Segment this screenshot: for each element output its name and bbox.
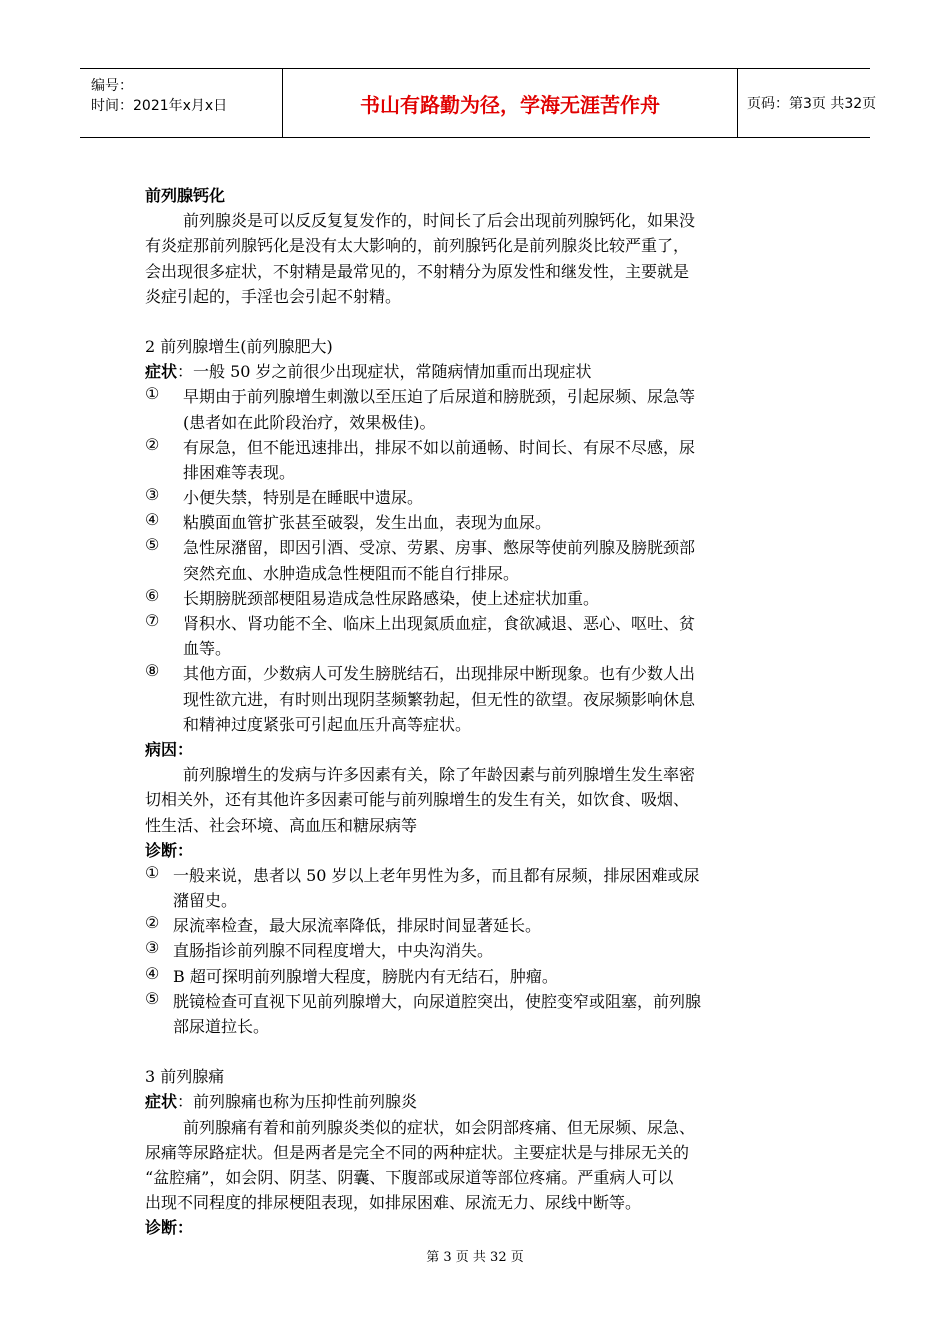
symptom-label: 症状 (145, 1092, 178, 1112)
list-item (145, 964, 815, 989)
list-item-text (183, 510, 815, 535)
paragraph-line: 前列腺增生的发病与许多因素有关，除了年龄因素与前列腺增生发生率密 (183, 765, 696, 785)
list-item-number: ⑦ (145, 611, 160, 630)
list-item-line: 急性尿潴留，即因引酒、受凉、劳累、房事、憋尿等使前列腺及膀胱颈部 (183, 538, 696, 558)
list-item-line: 部尿道拉长。 (173, 1017, 270, 1036)
list-item (145, 485, 815, 510)
paragraph-line: 前列腺痛有着和前列腺炎类似的症状，如会阴部疼痛、但无尿频、尿急、 (183, 1117, 696, 1137)
list-item-number: ④ (145, 510, 160, 530)
list-item-number: ④ (145, 963, 160, 983)
list-item-line: 一般来说，患者以 50 岁以上老年男性为多，而且都有尿频，排尿困难或尿 (173, 865, 700, 885)
list-item (145, 435, 815, 485)
list-item-number: ⑧ (145, 661, 160, 681)
list-item-text (183, 661, 815, 737)
paragraph-line: 尿痛等尿路症状。但是两者是完全不同的两种症状。主要症状是与排尿无关的 (145, 1142, 690, 1162)
list-item (145, 863, 815, 913)
list-item-line: 突然充血、水肿造成急性梗阻而不能自行排尿。 (183, 563, 520, 583)
symptom-label: 症状 (145, 362, 178, 382)
list-item (145, 586, 815, 611)
paragraph-line: 前列腺炎是可以反反复复发作的，时间长了后会出现前列腺钙化，如果没 (183, 211, 696, 231)
list-item-text (183, 485, 815, 510)
paragraph-cause (145, 762, 815, 838)
header-meta (80, 69, 283, 137)
list-item-line: B 超可探明前列腺增大程度，膀胱内有无结石，肿瘤。 (173, 966, 558, 986)
paragraph-line: 切相关外，还有其他许多因素可能与前列腺增生的发生有关，如饮食、吸烟、 (145, 790, 690, 810)
page-footer: 第 3 页 共 32 页 (426, 1250, 524, 1265)
list-item-line: 胱镜检查可直视下见前列腺增大，向尿道腔突出，使腔变窄或阻塞，前列腺 (173, 991, 702, 1011)
list-item-line: 和精神过度紧张可引起血压升高等症状。 (183, 714, 472, 734)
diagnosis-list (145, 863, 815, 1039)
list-item-number: ⑥ (145, 585, 160, 605)
diagnosis-label-3: 诊断： (145, 1218, 194, 1238)
list-item-line: (患者如在此阶段治疗，效果极佳)。 (183, 412, 436, 432)
symptom-list (145, 384, 815, 737)
list-item-line: 直肠指诊前列腺不同程度增大，中央沟消失。 (173, 941, 494, 961)
paragraph-line: 有炎症那前列腺钙化是没有太大影响的，前列腺钙化是前列腺炎比较严重了， (145, 236, 690, 256)
symptom-text: ：一般 50 岁之前很少出现症状，常随病情加重而出现症状 (177, 362, 592, 382)
list-item-number: ③ (145, 485, 160, 505)
list-item-line: 潴留史。 (173, 891, 238, 911)
list-item (145, 384, 815, 434)
cause-label: 病因： (145, 739, 194, 759)
section-title-calc: 前列腺钙化 (145, 186, 226, 205)
list-item-text (173, 913, 541, 938)
diagnosis-label: 诊断： (145, 840, 194, 860)
symptom-line-3 (145, 1089, 815, 1114)
list-item (145, 989, 815, 1039)
list-item-line: 排困难等表现。 (183, 462, 296, 482)
list-item-text (183, 384, 815, 434)
list-item-line: 小便失禁，特别是在睡眠中遗尿。 (183, 488, 424, 508)
list-item-number: ② (145, 434, 160, 454)
document-body (145, 183, 815, 1241)
list-item-line: 现性欲亢进，有时则出现阴茎频繁勃起，但无性的欲望。夜尿频影响休息 (183, 689, 696, 709)
header-page-info: 页码：第3页 共32页 (747, 96, 877, 112)
paragraph-line: 性生活、社会环境、高血压和糖尿病等 (145, 815, 418, 835)
list-item-text (183, 535, 815, 585)
paragraph-calc (145, 208, 815, 309)
list-item-line: 其他方面，少数病人可发生膀胱结石，出现排尿中断现象。也有少数人出 (183, 664, 696, 684)
symptom-text: ：前列腺痛也称为压抑性前列腺炎 (177, 1092, 418, 1112)
paragraph-line: 会出现很多症状，不射精是最常见的，不射精分为原发性和继发性，主要就是 (145, 261, 690, 281)
time-label: 时间：2021年x月x日 (91, 98, 228, 114)
list-item-number: ① (145, 384, 160, 404)
list-item-number: ① (145, 862, 160, 882)
list-item-number: ③ (145, 938, 160, 958)
list-item (145, 611, 815, 661)
number-label: 编号： (91, 78, 133, 94)
list-item-line: 粘膜面血管扩张甚至破裂，发生出血，表现为血尿。 (183, 513, 552, 533)
paragraph-line: 炎症引起的，手淫也会引起不射精。 (145, 286, 402, 306)
list-item-line: 尿流率检查，最大尿流率降低，排尿时间显著延长。 (173, 916, 542, 936)
paragraph-line: 出现不同程度的排尿梗阻表现，如排尿困难、尿流无力、尿线中断等。 (145, 1193, 642, 1213)
list-item (145, 913, 815, 938)
list-item (145, 510, 815, 535)
list-item-text (183, 611, 815, 661)
page-header (80, 68, 877, 138)
list-item-text (183, 586, 815, 611)
list-item (145, 661, 815, 737)
list-item-text (173, 989, 701, 1039)
paragraph-line: “盆腔痛”，如会阴、阴茎、阴囊、下腹部或尿道等部位疼痛。严重病人可以 (145, 1167, 674, 1187)
section-title-3: 3 前列腺痛 (145, 1067, 225, 1087)
list-item-line: 早期由于前列腺增生刺激以至压迫了后尿道和膀胱颈，引起尿频、尿急等 (183, 387, 696, 407)
list-item-text (173, 863, 700, 913)
section-title-2: 2 前列腺增生(前列腺肥大) (145, 336, 333, 356)
list-item-line: 血等。 (183, 639, 232, 659)
header-motto: 书山有路勤为径，学海无涯苦作舟 (283, 69, 738, 137)
list-item-text (173, 938, 493, 963)
list-item-number: ② (145, 913, 160, 933)
list-item-text (183, 435, 815, 485)
list-item-line: 肾积水、肾功能不全、临床上出现氮质血症，食欲减退、恶心、呕吐、贫 (183, 614, 696, 633)
list-item-line: 长期膀胱颈部梗阻易造成急性尿路感染，使上述症状加重。 (183, 588, 600, 608)
list-item (145, 535, 815, 585)
paragraph-3 (145, 1115, 815, 1216)
list-item (145, 938, 815, 963)
list-item-text (173, 964, 558, 989)
list-item-number: ⑤ (145, 988, 160, 1008)
list-item-number: ⑤ (145, 535, 160, 555)
symptom-line-2 (145, 359, 815, 384)
list-item-line: 有尿急，但不能迅速排出，排尿不如以前通畅、时间长、有尿不尽感，尿 (183, 437, 696, 457)
